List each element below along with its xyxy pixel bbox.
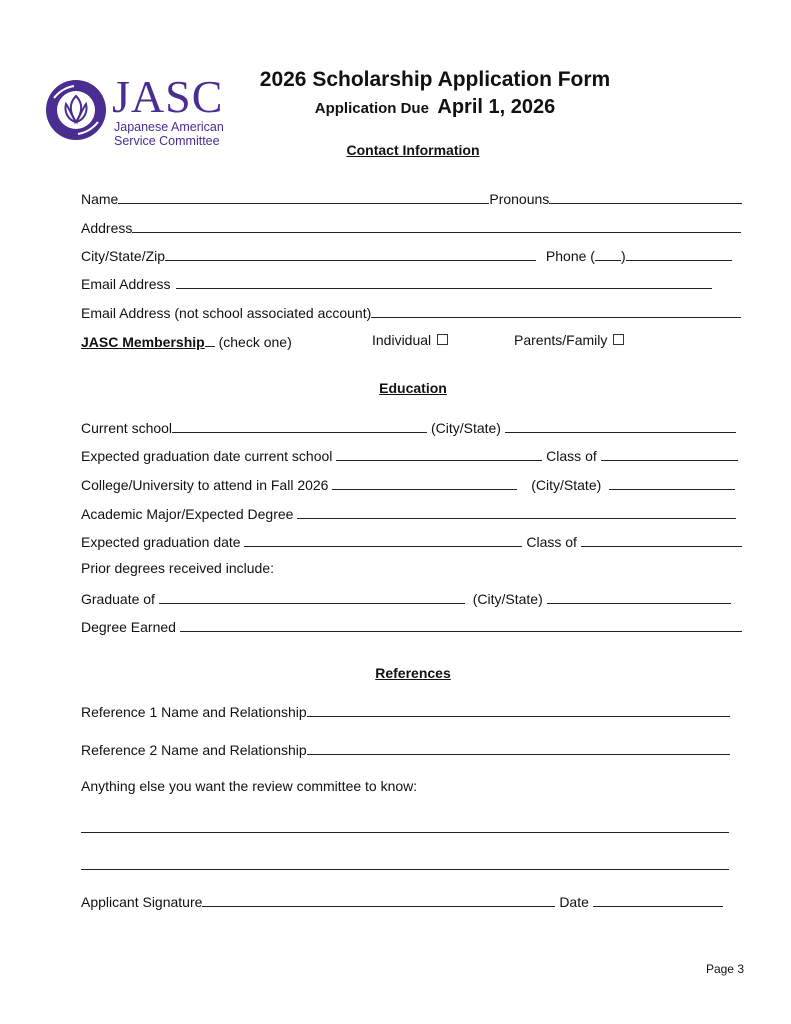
college-label: College/University to attend in Fall 2026 [81, 477, 329, 493]
graduate-city-label: (City/State) [472, 591, 543, 607]
name-label: Name [81, 191, 119, 207]
current-school-field[interactable] [172, 418, 427, 433]
degree-earned-field[interactable] [180, 617, 742, 632]
email-field[interactable] [176, 274, 712, 289]
logo-subtitle-1: Japanese American [114, 120, 224, 134]
ref2-label: Reference 2 Name and Relationship [81, 742, 307, 758]
city-label: City/State/Zip [81, 248, 166, 264]
family-checkbox[interactable] [613, 334, 624, 345]
prior-degrees-label: Prior degrees received include: [81, 560, 274, 576]
college-city-label: (City/State) [531, 477, 602, 493]
ref1-label: Reference 1 Name and Relationship [81, 704, 307, 720]
grad-current-row [81, 446, 738, 464]
pronouns-field[interactable] [549, 189, 742, 204]
ref2-field[interactable] [307, 740, 730, 755]
individual-label: Individual [372, 332, 432, 348]
page-number: Page 3 [705, 962, 744, 976]
membership-underline [205, 332, 215, 347]
phone-label: Phone ( [545, 248, 595, 264]
grad-date-label: Expected graduation date [81, 534, 241, 550]
graduate-of-field[interactable] [159, 589, 465, 604]
graduate-of-row [81, 589, 731, 607]
grad-current-field[interactable] [336, 446, 542, 461]
class-of-label-2: Class of [526, 534, 577, 550]
major-field[interactable] [297, 504, 736, 519]
signature-row [81, 892, 723, 910]
email-alt-row [81, 303, 741, 321]
signature-field[interactable] [202, 892, 555, 907]
individual-checkbox[interactable] [437, 334, 448, 345]
current-school-row [81, 418, 736, 436]
comments-line-2[interactable] [81, 855, 729, 873]
signature-label: Applicant Signature [81, 894, 203, 910]
email-alt-label: Email Address (not school associated account) [81, 305, 372, 321]
phone-close: ) [620, 248, 626, 264]
graduate-city-field[interactable] [547, 589, 731, 604]
grad-current-label: Expected graduation date current school [81, 448, 333, 464]
address-label: Address [81, 220, 133, 236]
logo-wordmark: JASC [112, 71, 224, 122]
option-individual[interactable] [372, 332, 448, 348]
ref2-row [81, 740, 730, 758]
college-row [81, 475, 735, 493]
comments-line-1[interactable] [81, 818, 729, 836]
current-school-label: Current school [81, 420, 173, 436]
ref1-field[interactable] [307, 702, 730, 717]
current-school-city-field[interactable] [505, 418, 736, 433]
comments-field-2[interactable] [81, 855, 729, 870]
name-row [81, 189, 742, 207]
education-heading: Education [379, 380, 447, 396]
membership-hint: (check one) [218, 334, 292, 350]
class-of-label: Class of [546, 448, 597, 464]
city-row [81, 246, 732, 264]
option-family[interactable] [514, 332, 624, 348]
college-field[interactable] [332, 475, 517, 490]
major-row [81, 504, 736, 522]
comments-field-1[interactable] [81, 818, 729, 833]
email-row [81, 274, 712, 292]
degree-earned-row [81, 617, 742, 635]
form-title: 2026 Scholarship Application Form [259, 68, 611, 91]
phone-field[interactable] [626, 246, 732, 261]
membership-label: JASC Membership [81, 334, 205, 350]
contact-heading: Contact Information [346, 142, 480, 158]
due-date-line [0, 96, 791, 119]
date-label: Date [559, 894, 589, 910]
graduate-of-label: Graduate of [81, 591, 155, 607]
anything-else-label: Anything else you want the review committee to know: [81, 778, 418, 794]
address-field[interactable] [132, 218, 741, 233]
family-label: Parents/Family [514, 332, 608, 348]
ref1-row [81, 702, 730, 720]
grad-date-field[interactable] [244, 532, 522, 547]
degree-earned-label: Degree Earned [81, 619, 176, 635]
name-field[interactable] [118, 189, 489, 204]
membership-row [81, 332, 292, 350]
due-date: April 1, 2026 [437, 96, 556, 118]
references-heading: References [375, 665, 451, 681]
email-alt-field[interactable] [371, 303, 741, 318]
class-of-current-field[interactable] [601, 446, 738, 461]
city-state-label: (City/State) [430, 420, 501, 436]
class-of-field[interactable] [581, 532, 742, 547]
address-row [81, 218, 741, 236]
city-field[interactable] [165, 246, 536, 261]
grad-date-row [81, 532, 742, 550]
college-city-field[interactable] [609, 475, 735, 490]
pronouns-label: Pronouns [489, 191, 550, 207]
logo-subtitle-2: Service Committee [114, 134, 220, 148]
email-label: Email Address [81, 276, 171, 292]
phone-area-code-field[interactable] [595, 246, 621, 261]
major-label: Academic Major/Expected Degree [81, 506, 294, 522]
due-label: Application Due [314, 100, 429, 117]
date-field[interactable] [593, 892, 723, 907]
